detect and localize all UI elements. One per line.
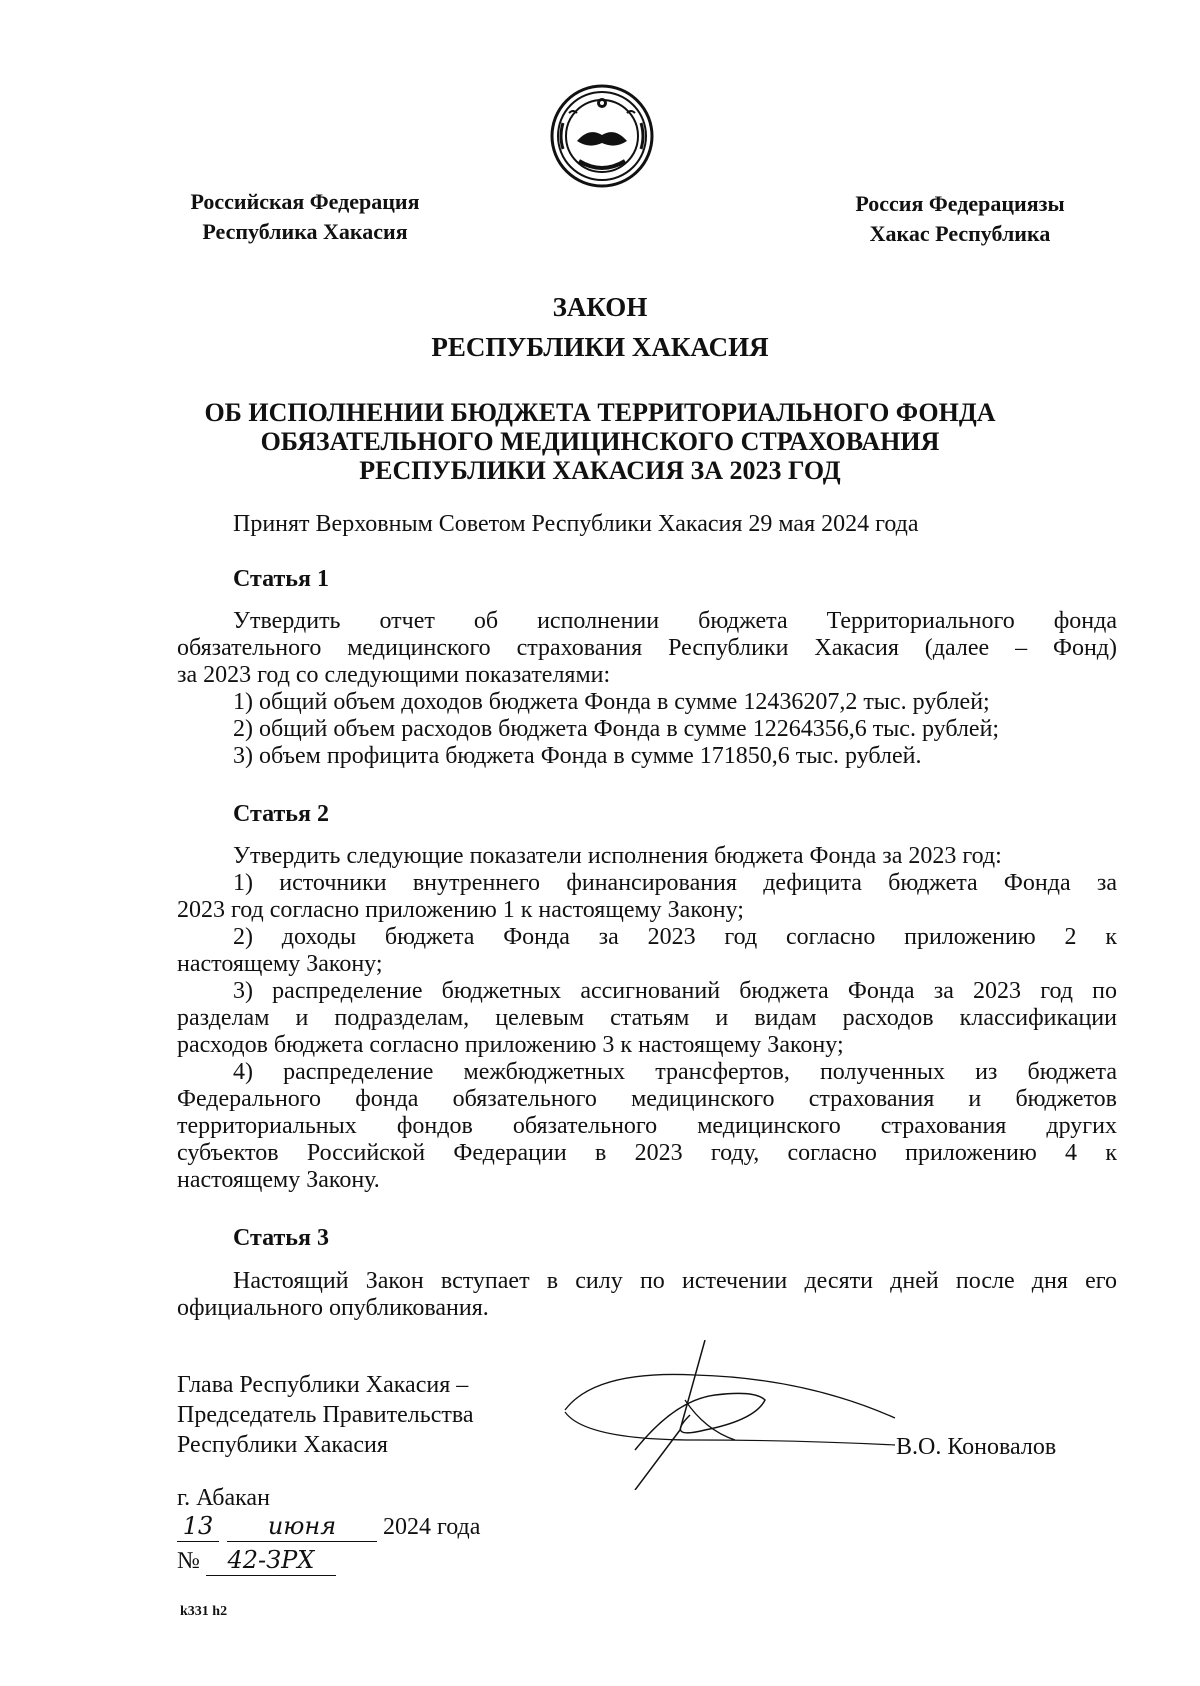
subject-line-3: РЕСПУБЛИКИ ХАКАСИЯ ЗА 2023 ГОД bbox=[359, 456, 841, 485]
article-2-line: территориальных фондов обязательного медицинского страхования других bbox=[177, 1113, 1117, 1139]
article-3-body bbox=[177, 1268, 1117, 1322]
signer-name: В.О. Коновалов bbox=[896, 1434, 1057, 1460]
article-2-line: 1) источники внутреннего финансирования дефицита бюджета Фонда за bbox=[233, 870, 1117, 896]
signer-position-line1: Глава Республики Хакасия – bbox=[177, 1372, 469, 1398]
article-2-line: настоящему Закону; bbox=[177, 951, 383, 977]
article-3-line: Настоящий Закон вступает в силу по истечении десяти дней после дня его bbox=[233, 1268, 1117, 1294]
header-right-line1: Россия Федерациязы bbox=[855, 191, 1065, 216]
article-1-line: 3) объем профицита бюджета Фонда в сумме 171850,6 тыс. рублей. bbox=[233, 743, 922, 769]
article-1-line: 1) общий объем доходов бюджета Фонда в сумме 12436207,2 тыс. рублей; bbox=[233, 689, 990, 715]
date-month: июня bbox=[227, 1511, 377, 1542]
article-3-heading: Статья 3 bbox=[233, 1225, 329, 1251]
article-1-line: Утвердить отчет об исполнении бюджета Территориального фонда bbox=[233, 608, 1117, 634]
article-2-line: субъектов Российской Федерации в 2023 году, согласно приложению 4 к bbox=[177, 1140, 1117, 1166]
law-title: ЗАКОН bbox=[552, 292, 648, 322]
signer-position bbox=[177, 1370, 474, 1460]
law-subject-title bbox=[0, 398, 1200, 485]
law-number-value: 42-ЗРХ bbox=[206, 1545, 336, 1576]
article-1-line: 2) общий объем расходов бюджета Фонда в сумме 12264356,6 тыс. рублей; bbox=[233, 716, 1000, 742]
article-1-body bbox=[177, 608, 1117, 770]
header-left-line1: Российская Федерация bbox=[190, 189, 420, 214]
article-3-line: официального опубликования. bbox=[177, 1295, 489, 1321]
header-right bbox=[830, 189, 1090, 249]
article-2-line: 2) доходы бюджета Фонда за 2023 год согласно приложению 2 к bbox=[233, 924, 1117, 950]
law-number bbox=[177, 1545, 336, 1576]
article-2-line: Утвердить следующие показатели исполнения бюджета Фонда за 2023 год: bbox=[233, 843, 1002, 869]
article-2-line: Федерального фонда обязательного медицинского страхования и бюджетов bbox=[177, 1086, 1117, 1112]
header-right-line2: Хакас Республика bbox=[869, 221, 1051, 246]
article-2-line: 2023 год согласно приложению 1 к настоящему Закону; bbox=[177, 897, 744, 923]
article-1-line: за 2023 год со следующими показателями: bbox=[177, 662, 611, 688]
footer-code: k331 h2 bbox=[180, 1604, 228, 1619]
date-year: 2024 года bbox=[383, 1514, 481, 1540]
article-1-line: обязательного медицинского страхования Республики Хакасия (далее – Фонд) bbox=[177, 635, 1117, 661]
article-2-line: разделам и подразделам, целевым статьям и видам расходов классификации bbox=[177, 1005, 1117, 1031]
date-day: 13 bbox=[177, 1511, 219, 1542]
subject-line-1: ОБ ИСПОЛНЕНИИ БЮДЖЕТА ТЕРРИТОРИАЛЬНОГО ФОНДА bbox=[204, 398, 996, 427]
article-2-line: 3) распределение бюджетных ассигнований бюджета Фонда за 2023 год по bbox=[233, 978, 1117, 1004]
header-left bbox=[170, 187, 440, 247]
article-2-line: расходов бюджета согласно приложению 3 к настоящему Закону; bbox=[177, 1032, 844, 1058]
handwritten-signature bbox=[555, 1340, 915, 1490]
signer-position-line3: Республики Хакасия bbox=[177, 1432, 388, 1458]
coat-of-arms-emblem bbox=[549, 83, 655, 189]
subject-line-2: ОБЯЗАТЕЛЬНОГО МЕДИЦИНСКОГО СТРАХОВАНИЯ bbox=[260, 427, 940, 456]
adoption-note: Принят Верховным Советом Республики Хакасия 29 мая 2024 года bbox=[233, 511, 919, 537]
article-1-heading: Статья 1 bbox=[233, 566, 329, 592]
law-number-label: № bbox=[177, 1548, 200, 1574]
signing-date bbox=[177, 1511, 480, 1542]
article-2-line: 4) распределение межбюджетных трансфертов, полученных из бюджета bbox=[233, 1059, 1117, 1085]
law-republic-title: РЕСПУБЛИКИ ХАКАСИЯ bbox=[431, 332, 769, 362]
signer-position-line2: Председатель Правительства bbox=[177, 1402, 474, 1428]
place-city: г. Абакан bbox=[177, 1485, 270, 1511]
article-2-heading: Статья 2 bbox=[233, 801, 329, 827]
header-left-line2: Республика Хакасия bbox=[202, 219, 408, 244]
article-2-body bbox=[177, 843, 1117, 1194]
article-2-line: настоящему Закону. bbox=[177, 1167, 380, 1193]
